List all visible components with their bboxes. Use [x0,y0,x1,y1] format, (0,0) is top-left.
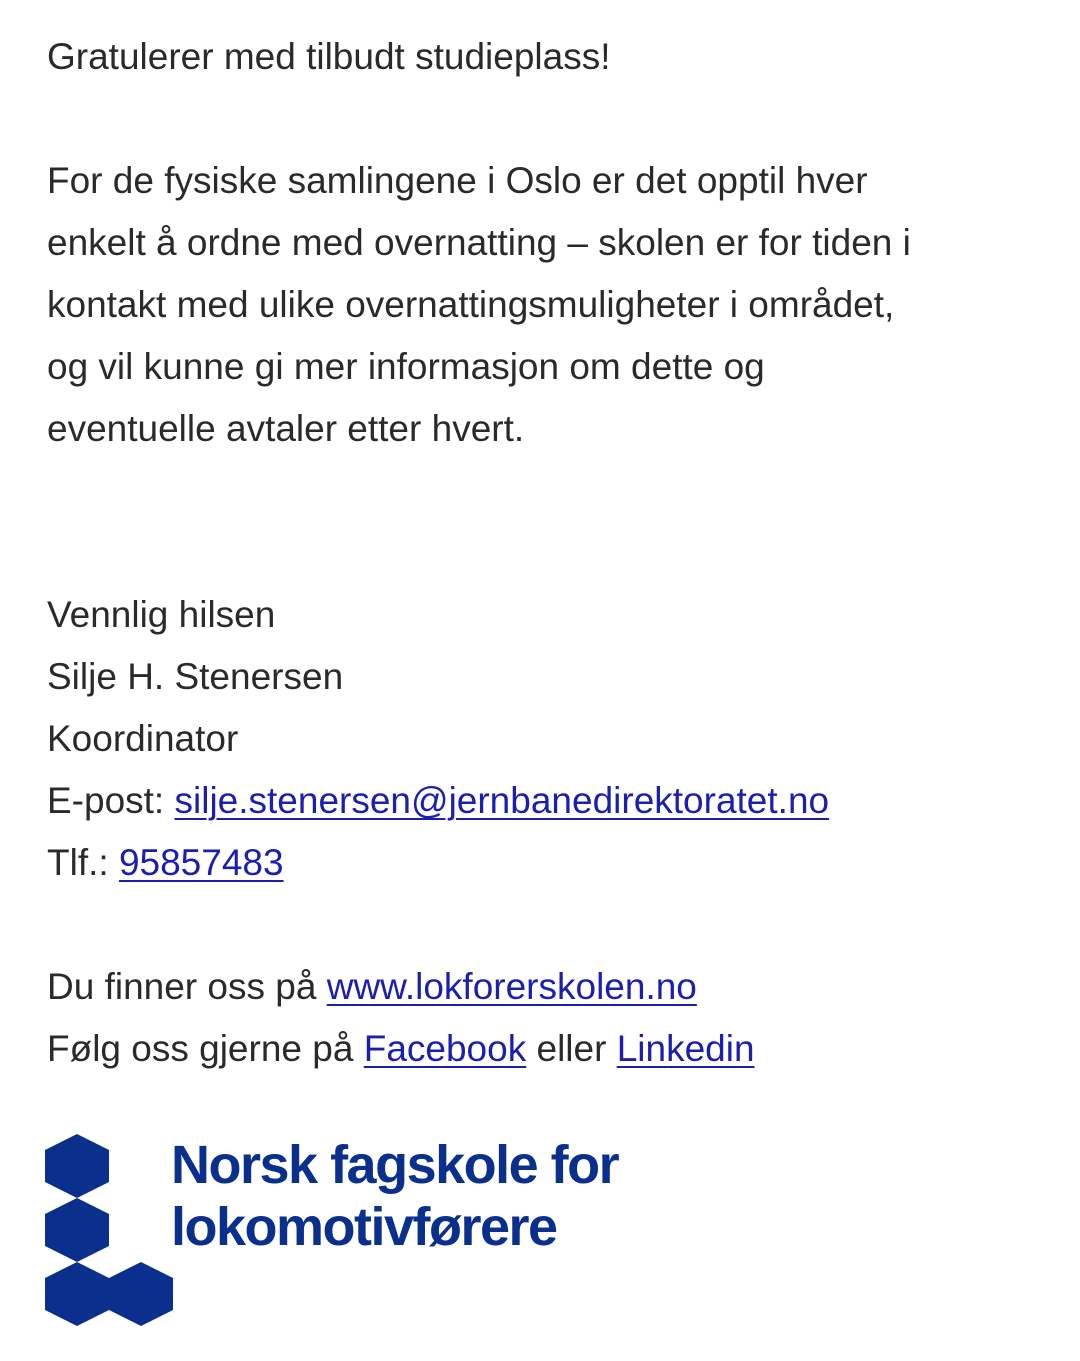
or-text: eller [526,1028,617,1069]
email-label: E-post: [47,780,175,821]
signature-closing: Vennlig hilsen [47,594,276,635]
facebook-link[interactable]: Facebook [363,1028,527,1069]
phone-label: Tlf.: [47,842,119,883]
signature-name: Silje H. Stenersen [47,656,344,697]
greeting: Gratulerer med tilbudt studieplass! [47,36,611,77]
hexagon-bottom-left [45,1262,109,1326]
body-line-2: enkelt å ordne med overnatting – skolen er for tiden i [47,222,911,263]
logo-line-2: lokomotivførere [171,1197,557,1257]
logo-line-1: Norsk fagskole for [171,1135,619,1195]
school-logo [44,1134,684,1334]
website-link[interactable]: www.lokforerskolen.no [326,966,697,1007]
hexagon-bottom-right [109,1262,173,1326]
follow-text: Følg oss gjerne på [47,1028,364,1069]
body-line-4: og vil kunne gi mer informasjon om dette og [47,346,765,387]
body-line-5: eventuelle avtaler etter hvert. [47,408,525,449]
linkedin-link[interactable]: Linkedin [616,1028,755,1069]
signature-title: Koordinator [47,718,239,759]
follow-row [47,1018,1047,1080]
email-link[interactable]: silje.stenersen@jernbanedirektoratet.no [174,780,830,821]
phone-link[interactable]: 95857483 [118,842,284,883]
hexagon-top [45,1134,109,1198]
find-us-row [47,956,1047,1018]
body-line-1: For de fysiske samlingene i Oslo er det opptil hver [47,160,868,201]
body-line-3: kontakt med ulike overnattingsmuligheter i området, [47,284,895,325]
hexagon-middle [45,1198,109,1262]
logo-wordmark [171,1134,618,1258]
signature-phone-row [47,832,1047,894]
signature-email-row [47,770,1047,832]
hexagon-logo-icon [44,1134,179,1334]
email-body [47,26,1047,1080]
find-us-text: Du finner oss på [47,966,327,1007]
